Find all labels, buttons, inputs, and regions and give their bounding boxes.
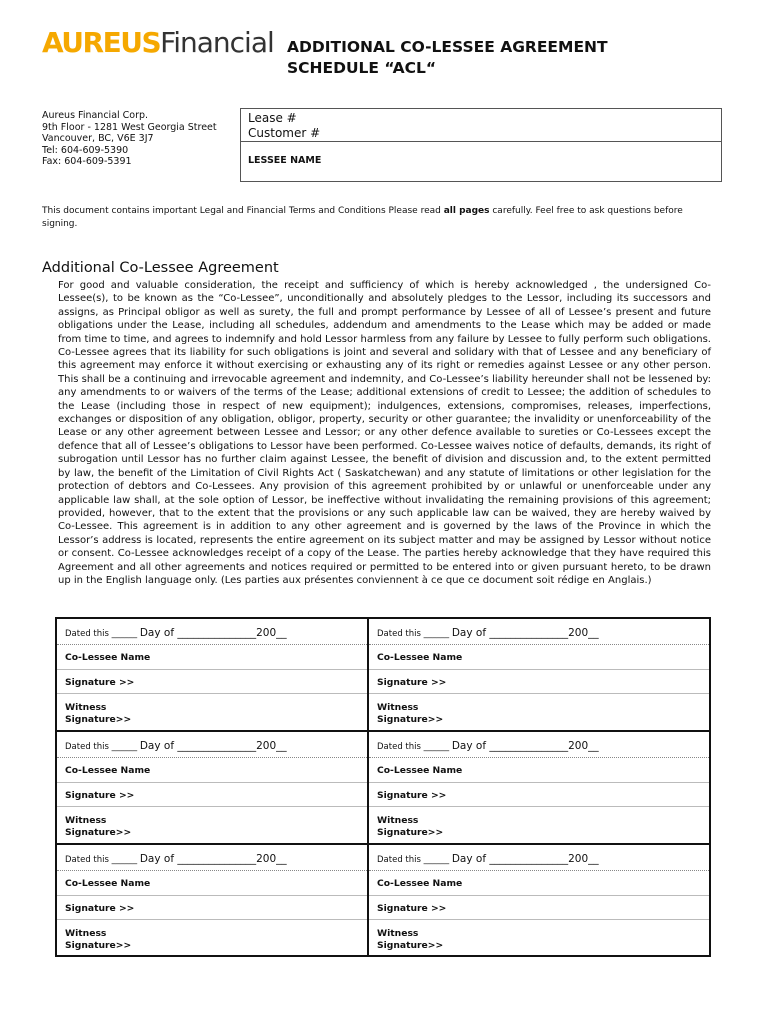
lease-info-box (240, 108, 722, 182)
signature-field[interactable]: Signature >> (369, 790, 709, 807)
aureus-financial-logo (42, 26, 274, 59)
co-lessee-name-field[interactable]: Co-Lessee Name (57, 652, 367, 670)
witness-signature-field[interactable]: Witness Signature>> (377, 928, 444, 951)
document-title (287, 37, 608, 79)
co-lessee-name-field[interactable]: Co-Lessee Name (369, 765, 709, 783)
signature-table (55, 617, 711, 957)
signature-column-left (57, 845, 367, 955)
signature-column-right (369, 619, 709, 730)
logo-aureus-text: AUREUS (42, 26, 161, 59)
signature-field[interactable]: Signature >> (369, 677, 709, 694)
lease-box-divider (241, 141, 721, 142)
signature-block (57, 845, 709, 955)
co-lessee-name-field[interactable]: Co-Lessee Name (369, 652, 709, 670)
company-address-line-1: 9th Floor - 1281 West Georgia Street (42, 121, 217, 133)
lease-number-field[interactable]: Lease # (248, 111, 297, 125)
co-lessee-name-field[interactable]: Co-Lessee Name (57, 765, 367, 783)
signature-column-right (369, 732, 709, 843)
dated-field[interactable]: Dated this ______ Day of _______________200__ (57, 627, 367, 645)
signature-column-left (57, 619, 367, 730)
co-lessee-name-field[interactable]: Co-Lessee Name (369, 878, 709, 896)
lessee-name-field[interactable]: LESSEE NAME (248, 155, 322, 166)
customer-number-field[interactable]: Customer # (248, 126, 321, 140)
company-address-line-2: Vancouver, BC, V6E 3J7 (42, 133, 154, 144)
notice-text-1: This document contains important Legal and Financial Terms and Conditions Please read (42, 206, 444, 216)
logo-financial-text: Financial (160, 26, 274, 59)
witness-signature-field[interactable]: Witness Signature>> (65, 928, 132, 951)
signature-field[interactable]: Signature >> (369, 903, 709, 920)
company-name: Aureus Financial Corp. (42, 110, 149, 121)
company-telephone: Tel: 604-609-5390 (42, 144, 129, 156)
company-address-block (42, 110, 217, 168)
dated-field[interactable]: Dated this ______ Day of _______________200__ (369, 853, 709, 871)
dated-field[interactable]: Dated this ______ Day of _______________200__ (369, 627, 709, 645)
dated-field[interactable]: Dated this ______ Day of _______________200__ (369, 740, 709, 758)
signature-column-left (57, 732, 367, 843)
agreement-body: For good and valuable consideration, the receipt and sufficiency of which is hereby acknowledged , the undersigned Co-Lessee(s), to be known as the “Co-Lessee”, unconditionally and absolutely pledges to the Lessor, including its successors and assigns, as Principal obligor as well as surety, the full and prompt performance by Lessee of all of Lessee’s present and future obligations under the Lease, including all schedules, addendum and amendments to the Lease which may be added or made from time to time, and agrees to indemnify and hold Lessor harmless from any failure by Lessee to fully perform such obligations. Co-Lessee agrees that its liability for such obligations is joint and several and solidary with that of Lessee and any beneficiary of this agreement may enforce it without exercising or exhausting any of its right or remedies against Lessee or any other person. This shall be a continuing and irrevocable agreement and indemnity, and Co-Lessee’s liability hereunder shall not be lessened by: any amendments to or waivers of the terms of the Lease; additional extensions of credit to Lessee; the addition of schedules to the Lease (including those in respect of new equipment); indulgences, extensions, compromises, releases, imperfections, exchanges or disposition of any obligation, obligor, property, security or other guarantee; the invalidity or unenforceability of the Lease or any other agreement between Lessee and Lessor; or any other defence available to sureties or Co-Lessees except the defence that all of Lessee’s obligations to Lessor have been performed. Co-Lessee waives notice of defaults, demands, its right of subrogation until Lessor has no further claim against Lessee, the benefit of division and discussion and, to the extent permitted by law, the benefit of the Limitation of Civil Rights Act ( Saskatchewan) and any statute of limitations or other legislation for the protection of debtors and Co-Lessees. Any provision of this agreement prohibited by or unlawful or unenforceable under any applicable law shall, at the sole option of Lessor, be ineffective without invalidating the remaining provisions of this agreement; provided, however, that to the extent that the provisions or any such applicable law can be waived, they are hereby waived by Co-Lessee. This agreement is in addition to any other agreement and is governed by the laws of the Province in which the Lessor’s address is located, represents the entire agreement on its subject matter and may be assigned by Lessor without notice or consent. Co-Lessee acknowledges receipt of a copy of the Lease. The parties hereby acknowledge that they have required this Agreement and all other agreements and notices required or permitted to be entered into or given pursuant hereto, to be drawn up in the English language only. (Les parties aux présentes conviennent à ce que ce document soit rédige en Anglais.) (58, 280, 711, 586)
witness-signature-field[interactable]: Witness Signature>> (377, 815, 444, 838)
witness-signature-field[interactable]: Witness Signature>> (377, 702, 444, 725)
witness-signature-field[interactable]: Witness Signature>> (65, 815, 132, 838)
signature-column-right (369, 845, 709, 955)
title-line-2: SCHEDULE “ACL“ (287, 59, 437, 77)
section-heading: Additional Co-Lessee Agreement (42, 260, 279, 276)
signature-block (57, 619, 709, 732)
signature-field[interactable]: Signature >> (57, 677, 367, 694)
legal-notice (42, 205, 712, 230)
notice-bold-text: all pages (443, 206, 490, 216)
signature-field[interactable]: Signature >> (57, 790, 367, 807)
title-line-1: ADDITIONAL CO-LESSEE AGREEMENT (287, 38, 608, 56)
signature-block (57, 732, 709, 845)
dated-field[interactable]: Dated this ______ Day of _______________200__ (57, 740, 367, 758)
witness-signature-field[interactable]: Witness Signature>> (65, 702, 132, 725)
company-fax: Fax: 604-609-5391 (42, 156, 132, 167)
signature-field[interactable]: Signature >> (57, 903, 367, 920)
dated-field[interactable]: Dated this ______ Day of _______________200__ (57, 853, 367, 871)
notice-text-2: carefully. Feel free to ask questions before signing. (42, 206, 683, 229)
co-lessee-name-field[interactable]: Co-Lessee Name (57, 878, 367, 896)
